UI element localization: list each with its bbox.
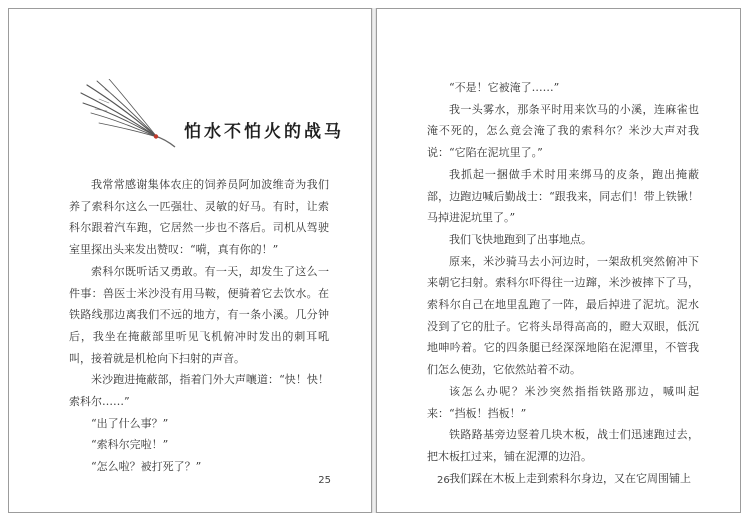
paragraph: 该怎么办呢？米沙突然指指铁路那边，喊叫起来：“挡板！挡板！” [427, 384, 699, 420]
paragraph: “出了什么事？” [91, 416, 169, 430]
paragraph: 我常常感谢集体农庄的饲养员阿加波维奇为我们养了索科尔这么一匹强壮、灵敏的好马。有时，让索科尔跟着汽车跑，它居然一步也不落后。司机从驾驶室里探出头来发出赞叹：“嗬，真有你的！” [69, 178, 329, 257]
right-body-text [427, 77, 699, 489]
chapter-title: 怕水不怕火的战马 [184, 122, 344, 142]
paragraph: “怎么啦？被打死了？” [91, 460, 202, 474]
paragraph: 我们飞快地跑到了出事地点。 [449, 232, 592, 246]
crane-feather-illustration [79, 79, 179, 151]
left-page [8, 8, 372, 513]
right-page [376, 8, 741, 513]
paragraph: “不是！它被淹了……” [449, 81, 560, 94]
paragraph: 原来，米沙骑马去小河边时，一架敌机突然俯冲下来朝它扫射。索科尔吓得往一边蹿，米沙被摔下了马，索科尔自己在地里乱跑了一阵，最后掉进了泥坑。泥水没到了它的肚子。它将头昂得高高的，瞪大双眼，低沉地呻吟着。它的四条腿已经深深地陷在泥潭里，不管我们怎么使劲，它依然站着不动。 [427, 254, 699, 377]
paragraph: 索科尔既听话又勇敢。有一天，却发生了这么一件事：兽医士米沙没有用马鞍，便骑着它去饮水。在铁路线那边离我们不远的地方，有一条小溪。几分钟后，我坐在掩蔽部里听见飞机俯冲时发出的刺耳吼叫，接着就是机枪向下扫射的声音。 [69, 264, 329, 365]
paragraph: 我一头雾水，那条平时用来饮马的小溪，连麻雀也淹不死的，怎么竟会淹了我的索科尔？米沙大声对我说：“它陷在泥坑里了。” [427, 102, 699, 160]
page-number: 25 [318, 475, 331, 486]
paragraph: “索科尔完啦！” [91, 438, 169, 452]
left-body-text [69, 174, 329, 478]
page-number: 26 [437, 475, 450, 486]
paragraph: 我们踩在木板上走到索科尔身边，又在它周围铺上 [449, 471, 691, 485]
paragraph: 米沙跑进掩蔽部，指着门外大声嚷道：“快！快！索科尔……” [69, 373, 329, 409]
paragraph: 我抓起一捆做手术时用来绑马的皮条，跑出掩蔽部，边跑边喊后勤战士：“跟我来，同志们！带上铁锹！马掉进泥坑里了。” [427, 167, 699, 225]
paragraph: 铁路路基旁边竖着几块木板，战士们迅速跑过去，把木板扛过来，铺在泥潭的边沿。 [427, 428, 699, 463]
